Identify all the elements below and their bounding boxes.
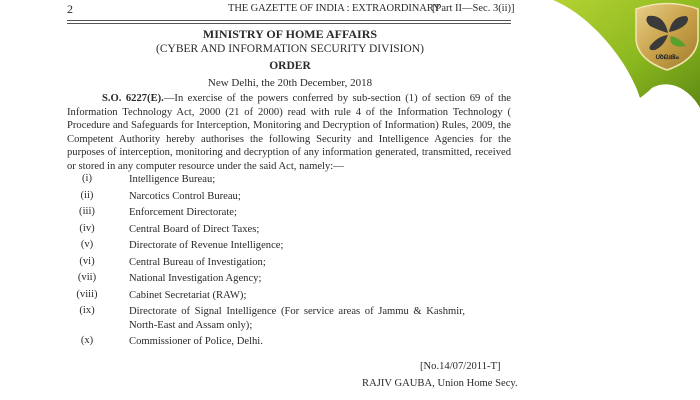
list-item-text: Intelligence Bureau;: [129, 174, 216, 185]
list-item-text: National Investigation Agency;: [129, 273, 262, 284]
part-section: [432, 3, 515, 14]
page-number: 2: [67, 2, 73, 16]
list-item-text: Central Board of Direct Taxes;: [129, 223, 260, 235]
order-number: S.O. 6227(E).: [102, 93, 164, 104]
dateline: New Delhi, the 20th December, 2018: [207, 77, 373, 89]
header-rule-top: [67, 20, 511, 21]
list-item-number: (x): [80, 335, 94, 346]
list-item-text: Central Bureau of Investigation;: [129, 256, 266, 268]
order-paragraph: [67, 92, 511, 173]
list-item-number: (i): [82, 173, 92, 184]
list-item-number: (v): [80, 239, 94, 250]
list-item-text: Enforcement Directorate;: [129, 207, 237, 218]
division-heading: (CYBER AND INFORMATION SECURITY DIVISION): [156, 43, 424, 55]
header-rule-bottom: [67, 23, 511, 24]
list-item-number: (viii): [76, 288, 98, 300]
list-item-number: (vi): [79, 255, 95, 267]
logo-wordmark: ശലഭം: [655, 52, 679, 61]
running-title: THE GAZETTE OF INDIA : EXTRAORDINARY: [228, 3, 441, 14]
signatory: RAJIV GAUBA, Union Home Secy.: [362, 378, 518, 389]
list-item-text: Directorate of Revenue Intelligence;: [129, 240, 284, 251]
list-item-text: Directorate of Signal Intelligence (For service areas of Jammu & Kashmir, North-East and Assam only);: [129, 306, 465, 331]
list-item-text: Narcotics Control Bureau;: [129, 190, 241, 202]
file-reference: [No.14/07/2011-T]: [420, 361, 501, 372]
list-item-text: Cabinet Secretariat (RAW);: [129, 289, 247, 301]
list-item-number: (iv): [79, 222, 95, 234]
list-item-number: (ii): [80, 189, 94, 201]
list-item-number: (ix): [79, 305, 95, 316]
ministry-heading: MINISTRY OF HOME AFFAIRS: [202, 27, 378, 41]
list-item-number: (iii): [79, 206, 95, 217]
list-item-number: (vii): [77, 272, 97, 283]
document-title: ORDER: [269, 60, 311, 72]
order-body: —In exercise of the powers conferred by sub-section (1) of section 69 of the Information Technology Act, 2000 (21 of 2000) read with rule 4 of the Information Technology ( Procedure and Safeguards for Interception, Monitoring and Decryption of Information) Rules, 2009, the Competent Authority hereby authorises the following Security and Intelligence Agencies for the purposes of interception, monitoring and decryption of any information generated, transmitted, received or stored in any computer resource under the said Act, namely:—: [67, 93, 511, 172]
page-curl-logo-corner: [540, 0, 700, 120]
list-item-text: Commissioner of Police, Delhi.: [129, 336, 263, 347]
part-section-text: [Part II—Sec. 3(ii)]: [432, 3, 515, 14]
